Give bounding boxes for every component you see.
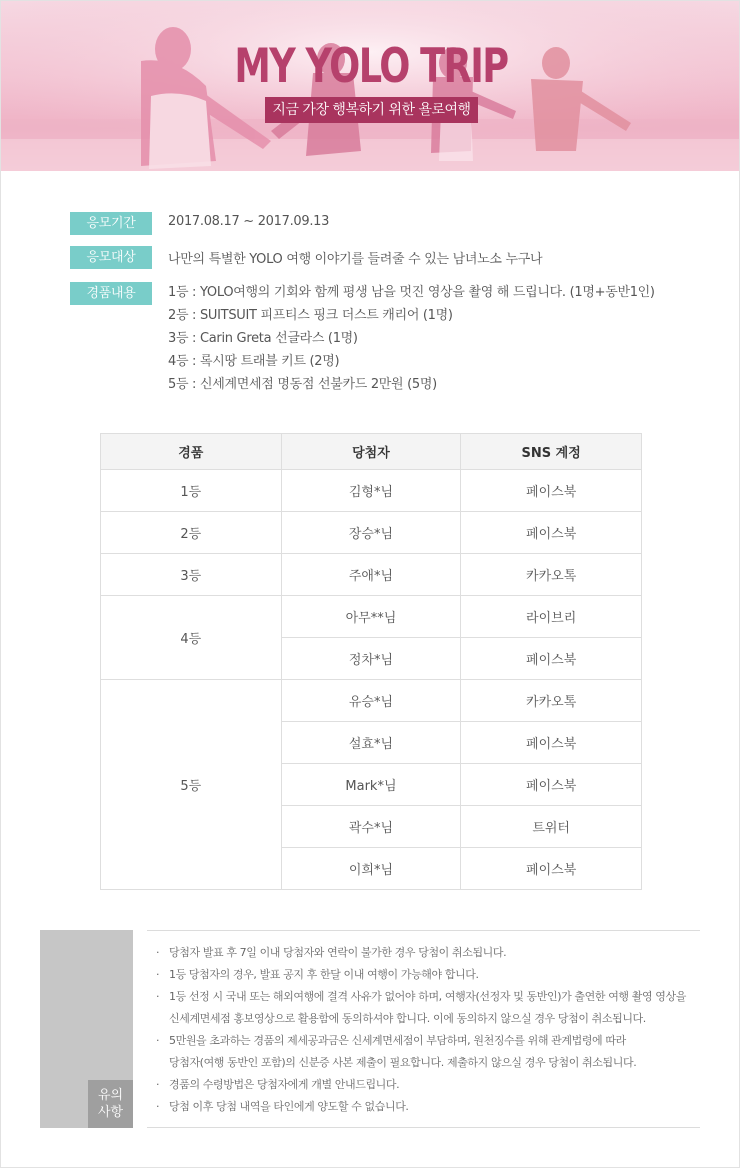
- winner-cell: 주애*님: [281, 554, 461, 596]
- winner-cell: 김형*님: [281, 470, 461, 512]
- sns-cell: 페이스북: [461, 764, 642, 806]
- target-value: 나만의 특별한 YOLO 여행 이야기를 들려줄 수 있는 남녀노소 누구나: [168, 252, 543, 267]
- prize-item: 4등 : 록시땅 트래블 키트 (2명): [168, 354, 340, 369]
- winner-cell: Mark*님: [281, 764, 461, 806]
- prize-item: 5등 : 신세계면세점 명동점 선불카드 2만원 (5명): [168, 377, 437, 392]
- notice-text: 당첨자 발표 후 7일 이내 당첨자와 연락이 불가한 경우 당첨이 취소됩니다.: [169, 946, 507, 959]
- notice-divider-bottom: [147, 1127, 700, 1128]
- prize-cell: 3등: [101, 554, 282, 596]
- header-sns: SNS 계정: [461, 434, 642, 470]
- table-row: [101, 680, 642, 722]
- banner-title: MY YOLO TRIP: [234, 39, 508, 94]
- prize-cell: 2등: [101, 512, 282, 554]
- header-prize: 경품: [101, 434, 282, 470]
- prize-cell: 4등: [101, 596, 282, 680]
- sns-cell: 페이스북: [461, 512, 642, 554]
- bullet-icon: ·: [156, 1034, 160, 1047]
- sns-cell: 페이스북: [461, 470, 642, 512]
- prize-cell: 5등: [101, 680, 282, 890]
- header-winner: 당첨자: [281, 434, 461, 470]
- prize-item: 1등 : YOLO여행의 기회와 함께 평생 남을 멋진 영상을 촬영 해 드립니다. (1명+동반1인): [168, 285, 655, 300]
- winner-cell: 곽수*님: [281, 806, 461, 848]
- target-tag: 응모대상: [70, 246, 152, 269]
- prize-list: [168, 284, 655, 399]
- bullet-icon: ·: [156, 968, 160, 981]
- notice-text: 5만원을 초과하는 경품의 제세공과금은 신세계면세점이 부담하며, 원천징수를 위해 관계법령에 따라: [169, 1034, 626, 1047]
- prize-item: 3등 : Carin Greta 선글라스 (1명): [168, 331, 358, 346]
- period-value: 2017.08.17 ~ 2017.09.13: [168, 214, 330, 229]
- notice-label-line: 유의: [97, 1088, 124, 1103]
- sns-cell: 카카오톡: [461, 554, 642, 596]
- notice-item: [154, 964, 699, 986]
- sns-cell: 페이스북: [461, 638, 642, 680]
- winner-cell: 장승*님: [281, 512, 461, 554]
- bullet-icon: ·: [156, 990, 160, 1003]
- table-row: [101, 596, 642, 638]
- sns-cell: 트위터: [461, 806, 642, 848]
- notice-item: [154, 1096, 699, 1118]
- winner-cell: 이희*님: [281, 848, 461, 890]
- header-banner: [1, 1, 739, 171]
- sns-cell: 라이브리: [461, 596, 642, 638]
- table-row: [101, 512, 642, 554]
- prize-cell: 1등: [101, 470, 282, 512]
- notice-item: [154, 942, 699, 964]
- notice-box: [40, 930, 133, 1128]
- prize-item: 2등 : SUITSUIT 피프티스 핑크 더스트 캐리어 (1명): [168, 308, 453, 323]
- sns-cell: 페이스북: [461, 722, 642, 764]
- winner-cell: 유승*님: [281, 680, 461, 722]
- prize-tag: 경품내용: [70, 282, 152, 305]
- notice-item: [154, 1030, 699, 1074]
- notice-item: [154, 986, 699, 1030]
- notice-text: 당첨자(여행 동반인 포함)의 신분증 사본 제출이 필요합니다. 제출하지 않으실 경우 당첨이 취소됩니다.: [169, 1056, 637, 1069]
- notice-text: 당첨 이후 당첨 내역을 타인에게 양도할 수 없습니다.: [169, 1100, 409, 1113]
- sns-cell: 카카오톡: [461, 680, 642, 722]
- notice-text: 경품의 수령방법은 당첨자에게 개별 안내드립니다.: [169, 1078, 400, 1091]
- period-tag: 응모기간: [70, 212, 152, 235]
- sns-cell: 페이스북: [461, 848, 642, 890]
- notice-list: [154, 942, 699, 1118]
- winner-cell: 정차*님: [281, 638, 461, 680]
- table-row: [101, 470, 642, 512]
- notice-label-line: 사항: [97, 1105, 124, 1120]
- table-header-row: [101, 434, 642, 470]
- table-row: [101, 554, 642, 596]
- notice-text: 1등 당첨자의 경우, 발표 공지 후 한달 이내 여행이 가능해야 합니다.: [169, 968, 479, 981]
- bullet-icon: ·: [156, 1100, 160, 1113]
- notice-label: [88, 1080, 133, 1128]
- winner-cell: 설효*님: [281, 722, 461, 764]
- notice-text: 1등 선정 시 국내 또는 해외여행에 결격 사유가 없어야 하며, 여행자(선정자 및 동반인)가 출연한 여행 촬영 영상을: [169, 990, 686, 1003]
- notice-item: [154, 1074, 699, 1096]
- notice-divider-top: [147, 930, 700, 931]
- notice-text: 신세계면세점 홍보영상으로 활용함에 동의하셔야 합니다. 이에 동의하지 않으실 경우 당첨이 취소됩니다.: [169, 1012, 646, 1025]
- winner-cell: 아무**님: [281, 596, 461, 638]
- winners-table: [100, 433, 642, 890]
- bullet-icon: ·: [156, 1078, 160, 1091]
- bullet-icon: ·: [156, 946, 160, 959]
- banner-subtitle: 지금 가장 행복하기 위한 욜로여행: [265, 97, 478, 123]
